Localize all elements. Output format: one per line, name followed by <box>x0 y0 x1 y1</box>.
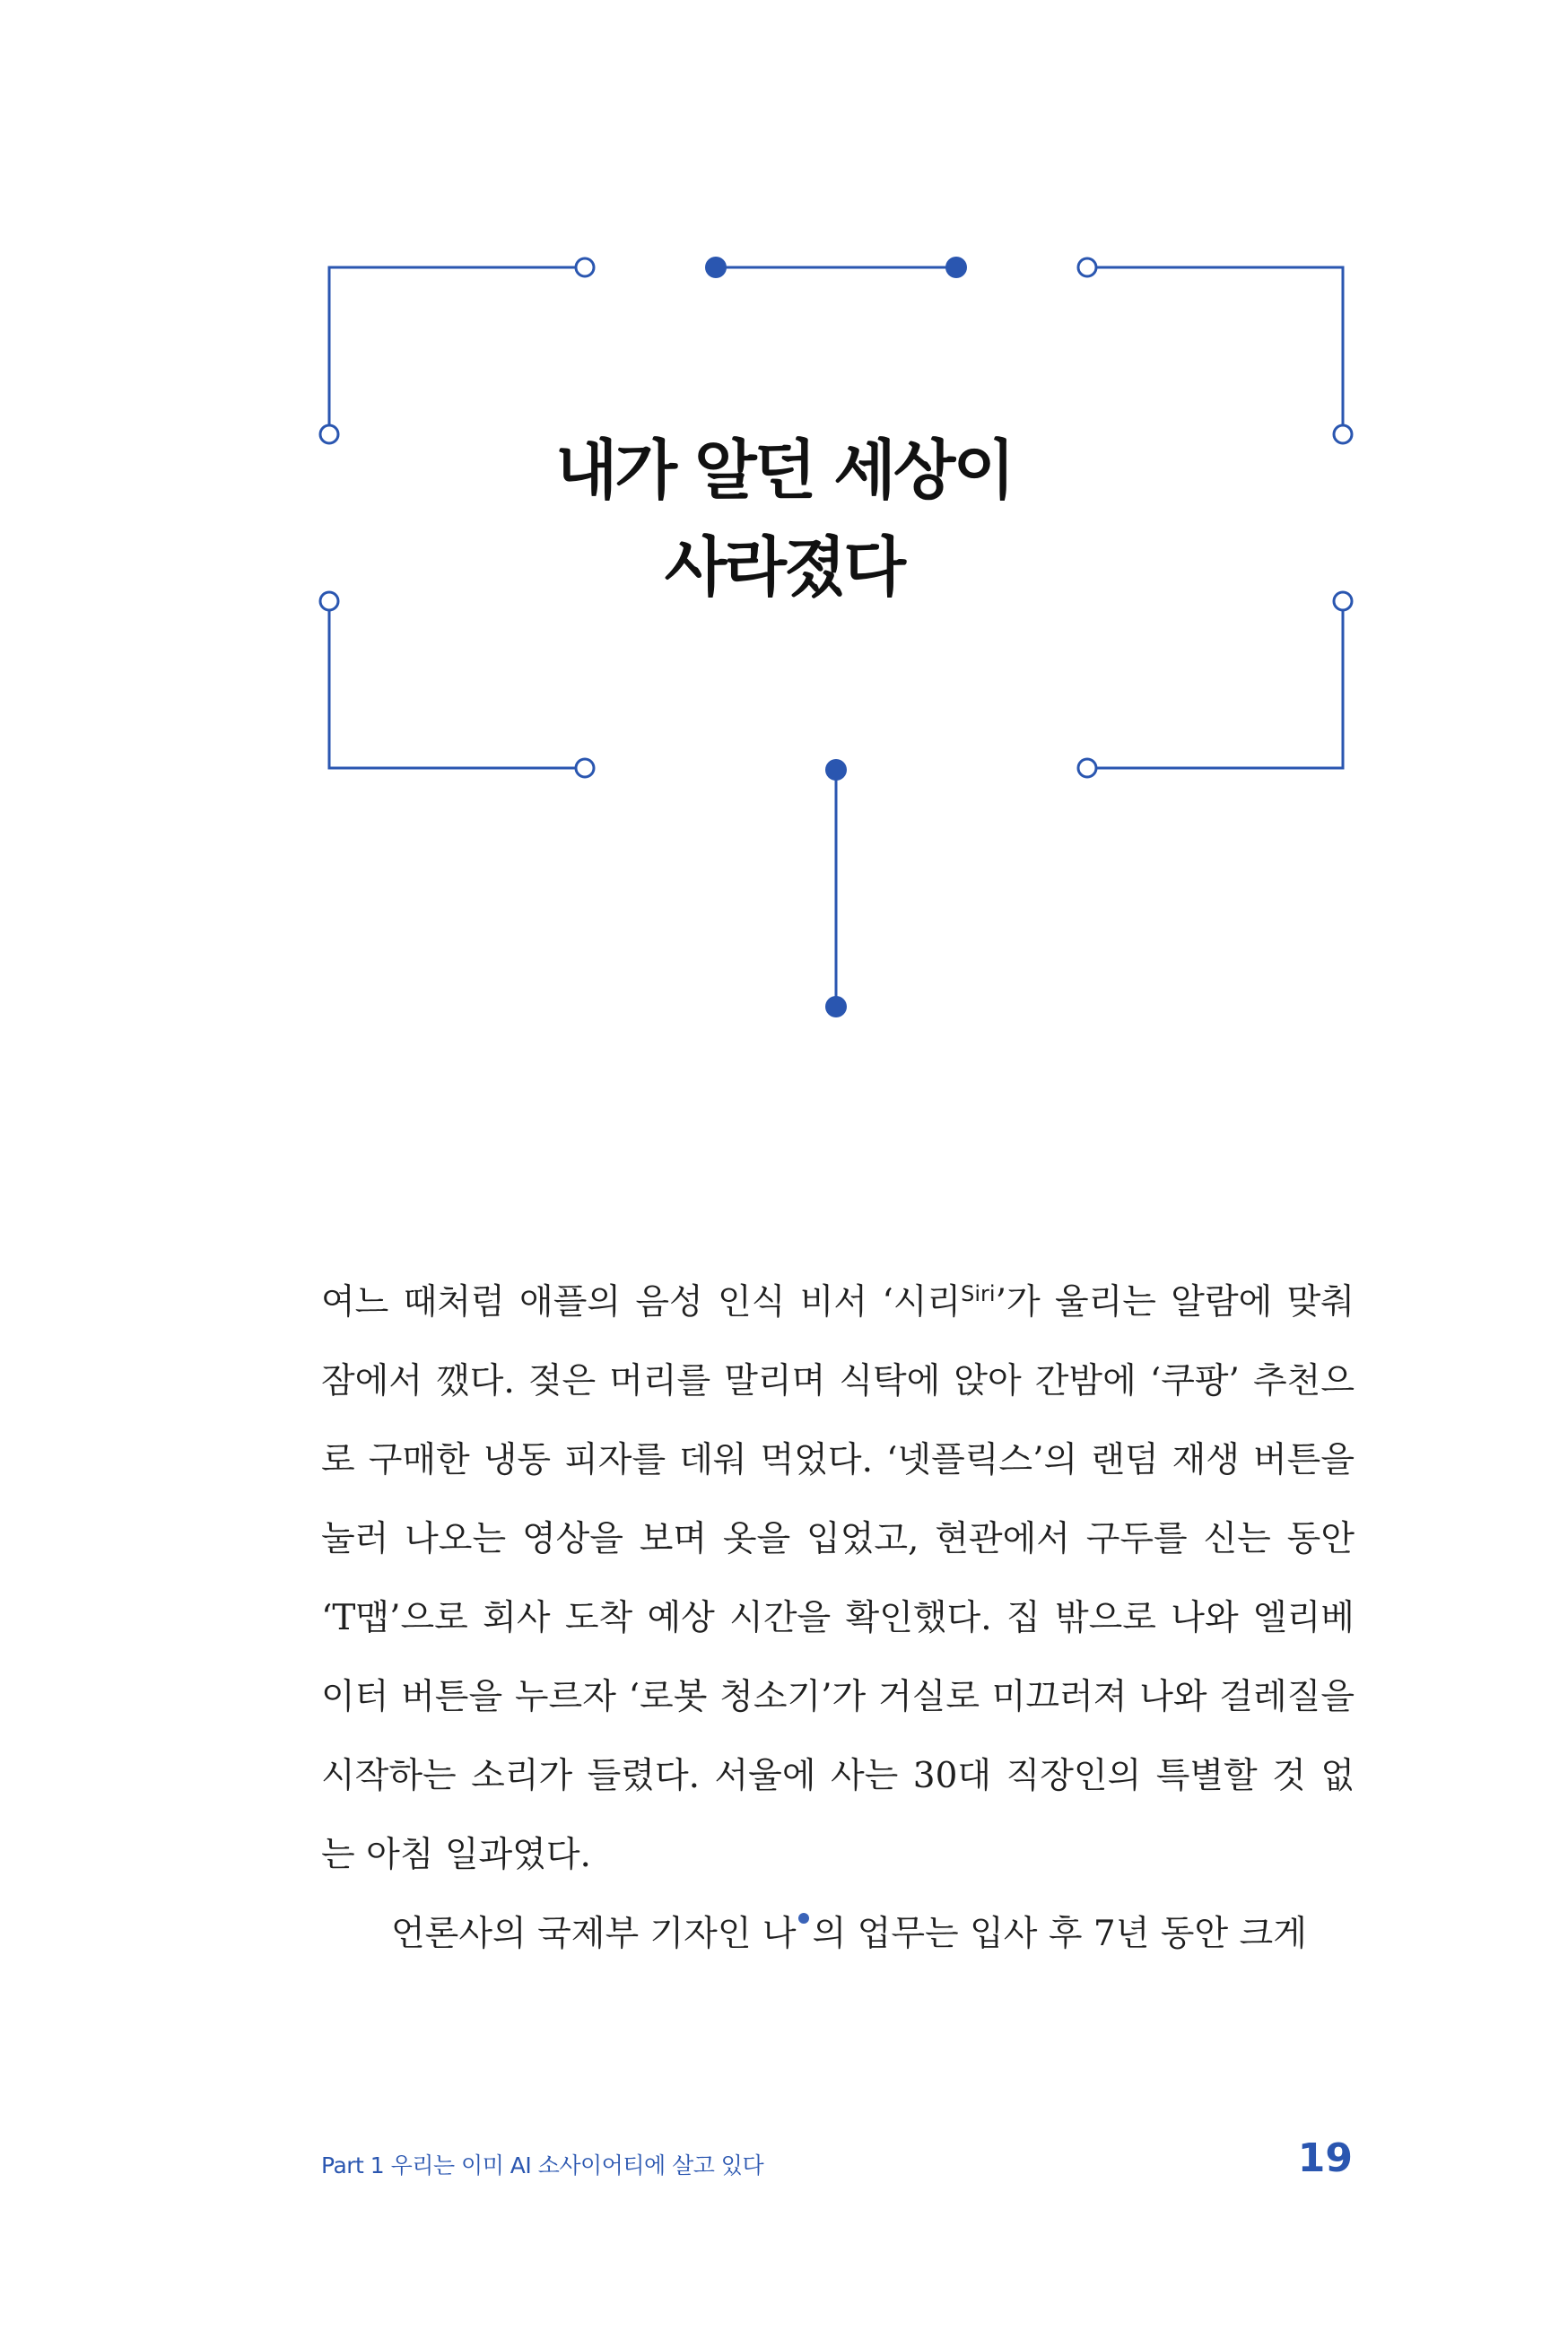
paragraph-1-text-rest: ’가 울리는 알람에 맞춰 잠에서 깼다. 젖은 머리를 말리며 식탁에 앉아 간밤에 ‘쿠팡’ 추천으로 구매한 냉동 피자를 데워 먹었다. ‘넷플릭스’의 랜덤 재생 버튼을 눌러 나오는 영상을 보며 옷을 입었고, 현관에서 구두를 신는 동안 ‘T맵’으로 회사 도착 예상 시간을 확인했다. 집 밖으로 나와 엘리베이터 버튼을 누르자 ‘로봇 청소기’가 거실로 미끄러져 나와 걸레질을 시작하는 소리가 들렸다. 서울에 사는 30대 직장인의 특별할 것 없는 아침 일과였다. <box>321 1282 1355 1875</box>
frame-line-bottom-right <box>1087 601 1343 768</box>
chapter-title-line-1: 내가 알던 세상이 <box>555 432 1013 508</box>
running-head: Part 1 우리는 이미 AI 소사이어티에 살고 있다 <box>321 2152 764 2178</box>
chapter-title <box>0 422 1568 615</box>
frame-node-open <box>576 258 594 276</box>
paragraph-1 <box>321 1263 1355 1895</box>
paragraph-2-text-start: 언론사의 국제부 기자인 나 <box>391 1914 797 1954</box>
frame-node-open <box>1078 759 1096 777</box>
frame-node-filled <box>945 257 967 278</box>
body-text <box>321 1263 1355 1974</box>
frame-node-open <box>576 759 594 777</box>
frame-node-open <box>1078 258 1096 276</box>
page-number: 19 <box>1297 2135 1353 2181</box>
chapter-title-line-2: 사라졌다 <box>664 529 904 605</box>
footnote-marker-dot-icon <box>798 1913 809 1924</box>
frame-line-bottom-left <box>329 601 585 768</box>
paragraph-2 <box>321 1895 1355 1974</box>
frame-line-top-right <box>1087 267 1343 434</box>
frame-node-filled <box>825 759 847 781</box>
paragraph-2-text-rest: 의 업무는 입사 후 7년 동안 크게 <box>812 1914 1307 1954</box>
page-footer <box>321 2135 1353 2189</box>
frame-line-top-left <box>329 267 585 434</box>
siri-superscript: Siri <box>961 1281 996 1306</box>
frame-node-filled <box>705 257 727 278</box>
paragraph-1-text-start: 여느 때처럼 애플의 음성 인식 비서 ‘시리 <box>321 1282 962 1323</box>
frame-node-filled <box>825 996 847 1017</box>
